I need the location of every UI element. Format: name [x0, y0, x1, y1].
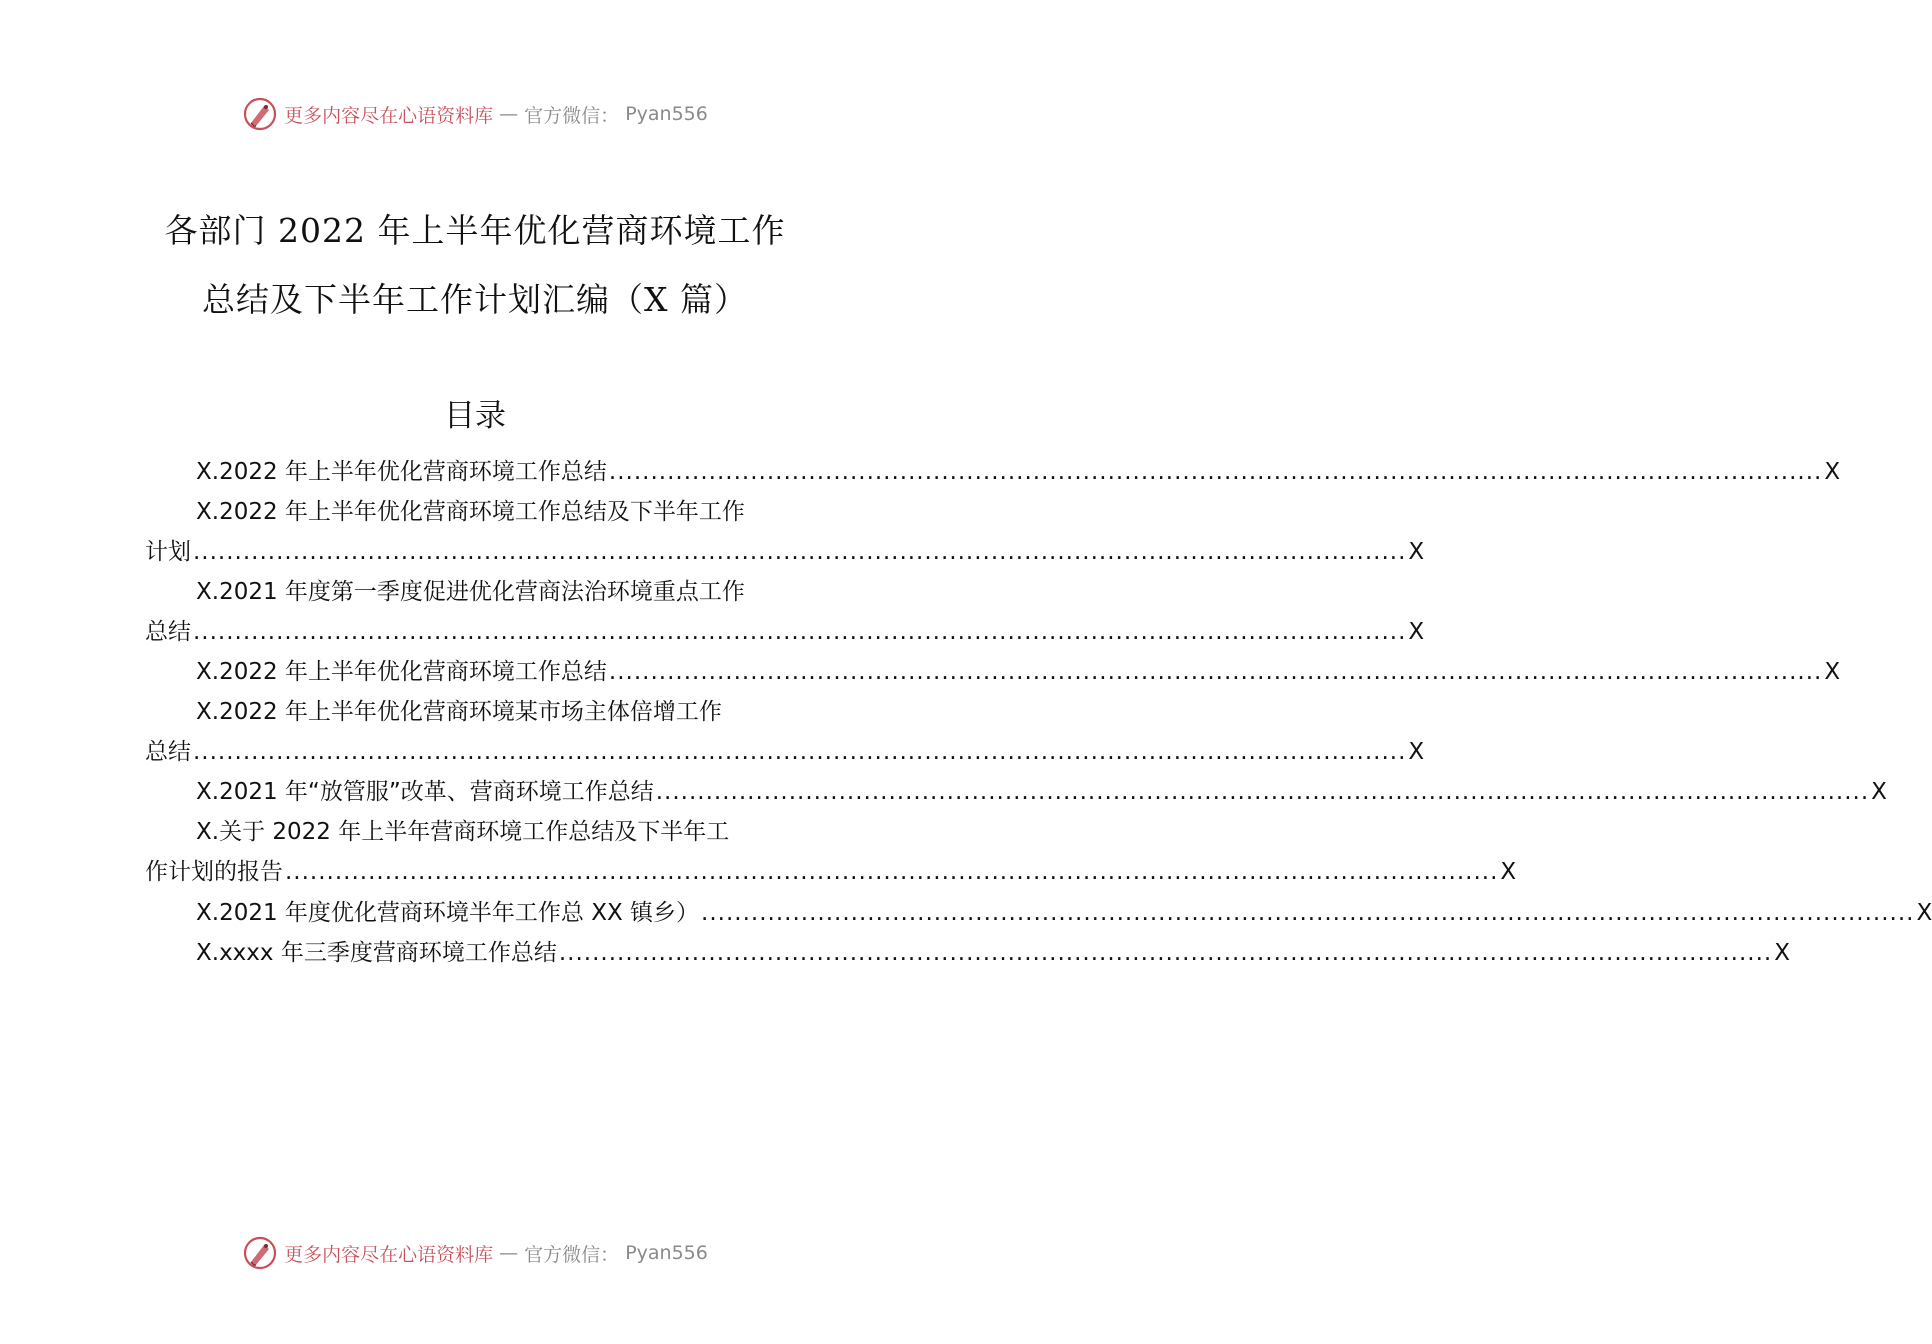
separator-dash: — [499, 103, 519, 125]
toc-entry-text: X.2022 年上半年优化营商环境工作总结 [196, 659, 607, 685]
toc-entry-7-cont[interactable] [145, 855, 1517, 889]
toc-entry-text: X.2021 年度优化营商环境半年工作总 XX 镇乡） [196, 900, 700, 926]
toc-entry-5-cont[interactable] [145, 735, 1425, 769]
toc-heading: 目录 [444, 398, 506, 434]
toc-leader-dots: .................................................................................................................................................. [608, 459, 1823, 485]
toc-entry-text: X.2021 年度第一季度促进优化营商法治环境重点工作 [196, 579, 745, 605]
toc-entry-text: X.xxxx 年三季度营商环境工作总结 [196, 940, 557, 966]
toc-entry-1[interactable] [196, 455, 1841, 489]
toc-leader-dots: .................................................................................................................................................. [193, 739, 1407, 765]
toc-entry-3[interactable] [196, 575, 826, 609]
toc-entry-3-cont[interactable] [145, 615, 1425, 649]
toc-page-number: X [1774, 940, 1791, 966]
promo-text: 更多内容尽在心语资料库 [284, 104, 494, 127]
toc-entry-text: 作计划的报告 [145, 859, 283, 885]
toc-leader-dots: .................................................................................................................................................. [285, 859, 1499, 885]
toc-entry-2[interactable] [196, 495, 826, 529]
toc-page-number: X [1824, 659, 1841, 685]
toc-entry-text: X.2021 年“放管服”改革、营商环境工作总结 [196, 779, 654, 805]
toc-entry-7[interactable] [196, 815, 806, 849]
toc-entry-text: 计划 [145, 539, 191, 565]
toc-entry-8[interactable] [196, 896, 1932, 930]
promo-text: 更多内容尽在心语资料库 [284, 1243, 494, 1266]
wechat-label: 官方微信： [524, 104, 620, 127]
toc-entry-6[interactable] [196, 775, 1887, 809]
header-banner [0, 94, 950, 134]
toc-leader-dots: .................................................................................................................................................. [193, 539, 1407, 565]
wechat-label: 官方微信： [524, 1243, 620, 1266]
toc-page-number: X [1500, 859, 1517, 885]
toc-entry-5[interactable] [196, 695, 806, 729]
document-title-line-1: 各部门 2022 年上半年优化营商环境工作 [164, 211, 786, 250]
toc-leader-dots: .................................................................................................................................................. [608, 659, 1823, 685]
toc-page-number: X [1916, 900, 1932, 926]
toc-page-number: X [1408, 539, 1425, 565]
toc-page-number: X [1408, 619, 1425, 645]
toc-leader-dots: .................................................................................................................................................. [558, 940, 1773, 966]
toc-entry-text: X.2022 年上半年优化营商环境工作总结 [196, 459, 607, 485]
wechat-id: Pyan556 [625, 103, 708, 125]
pen-logo-icon [242, 1235, 278, 1271]
toc-leader-dots: .................................................................................................................................................. [193, 619, 1407, 645]
pen-logo-icon [242, 96, 278, 132]
footer-banner [0, 1233, 950, 1273]
toc-page-number: X [1871, 779, 1887, 805]
toc-entry-4[interactable] [196, 655, 1841, 689]
toc-entry-text: 总结 [145, 739, 191, 765]
toc-entry-text: 总结 [145, 619, 191, 645]
toc-entry-text: X.2022 年上半年优化营商环境某市场主体倍增工作 [196, 699, 722, 725]
toc-page-number: X [1408, 739, 1425, 765]
toc-leader-dots: .................................................................................................................................................. [655, 779, 1870, 805]
wechat-id: Pyan556 [625, 1242, 708, 1264]
toc-entry-9[interactable] [196, 936, 1791, 970]
toc-entry-text: X.2022 年上半年优化营商环境工作总结及下半年工作 [196, 499, 745, 525]
toc-leader-dots: .................................................................................................................................................. [701, 900, 1915, 926]
toc-entry-text: X.关于 2022 年上半年营商环境工作总结及下半年工 [196, 819, 730, 845]
toc-page-number: X [1824, 459, 1841, 485]
document-title-line-2: 总结及下半年工作计划汇编（X 篇） [202, 280, 748, 319]
toc-entry-2-cont[interactable] [145, 535, 1425, 569]
separator-dash: — [499, 1242, 519, 1264]
